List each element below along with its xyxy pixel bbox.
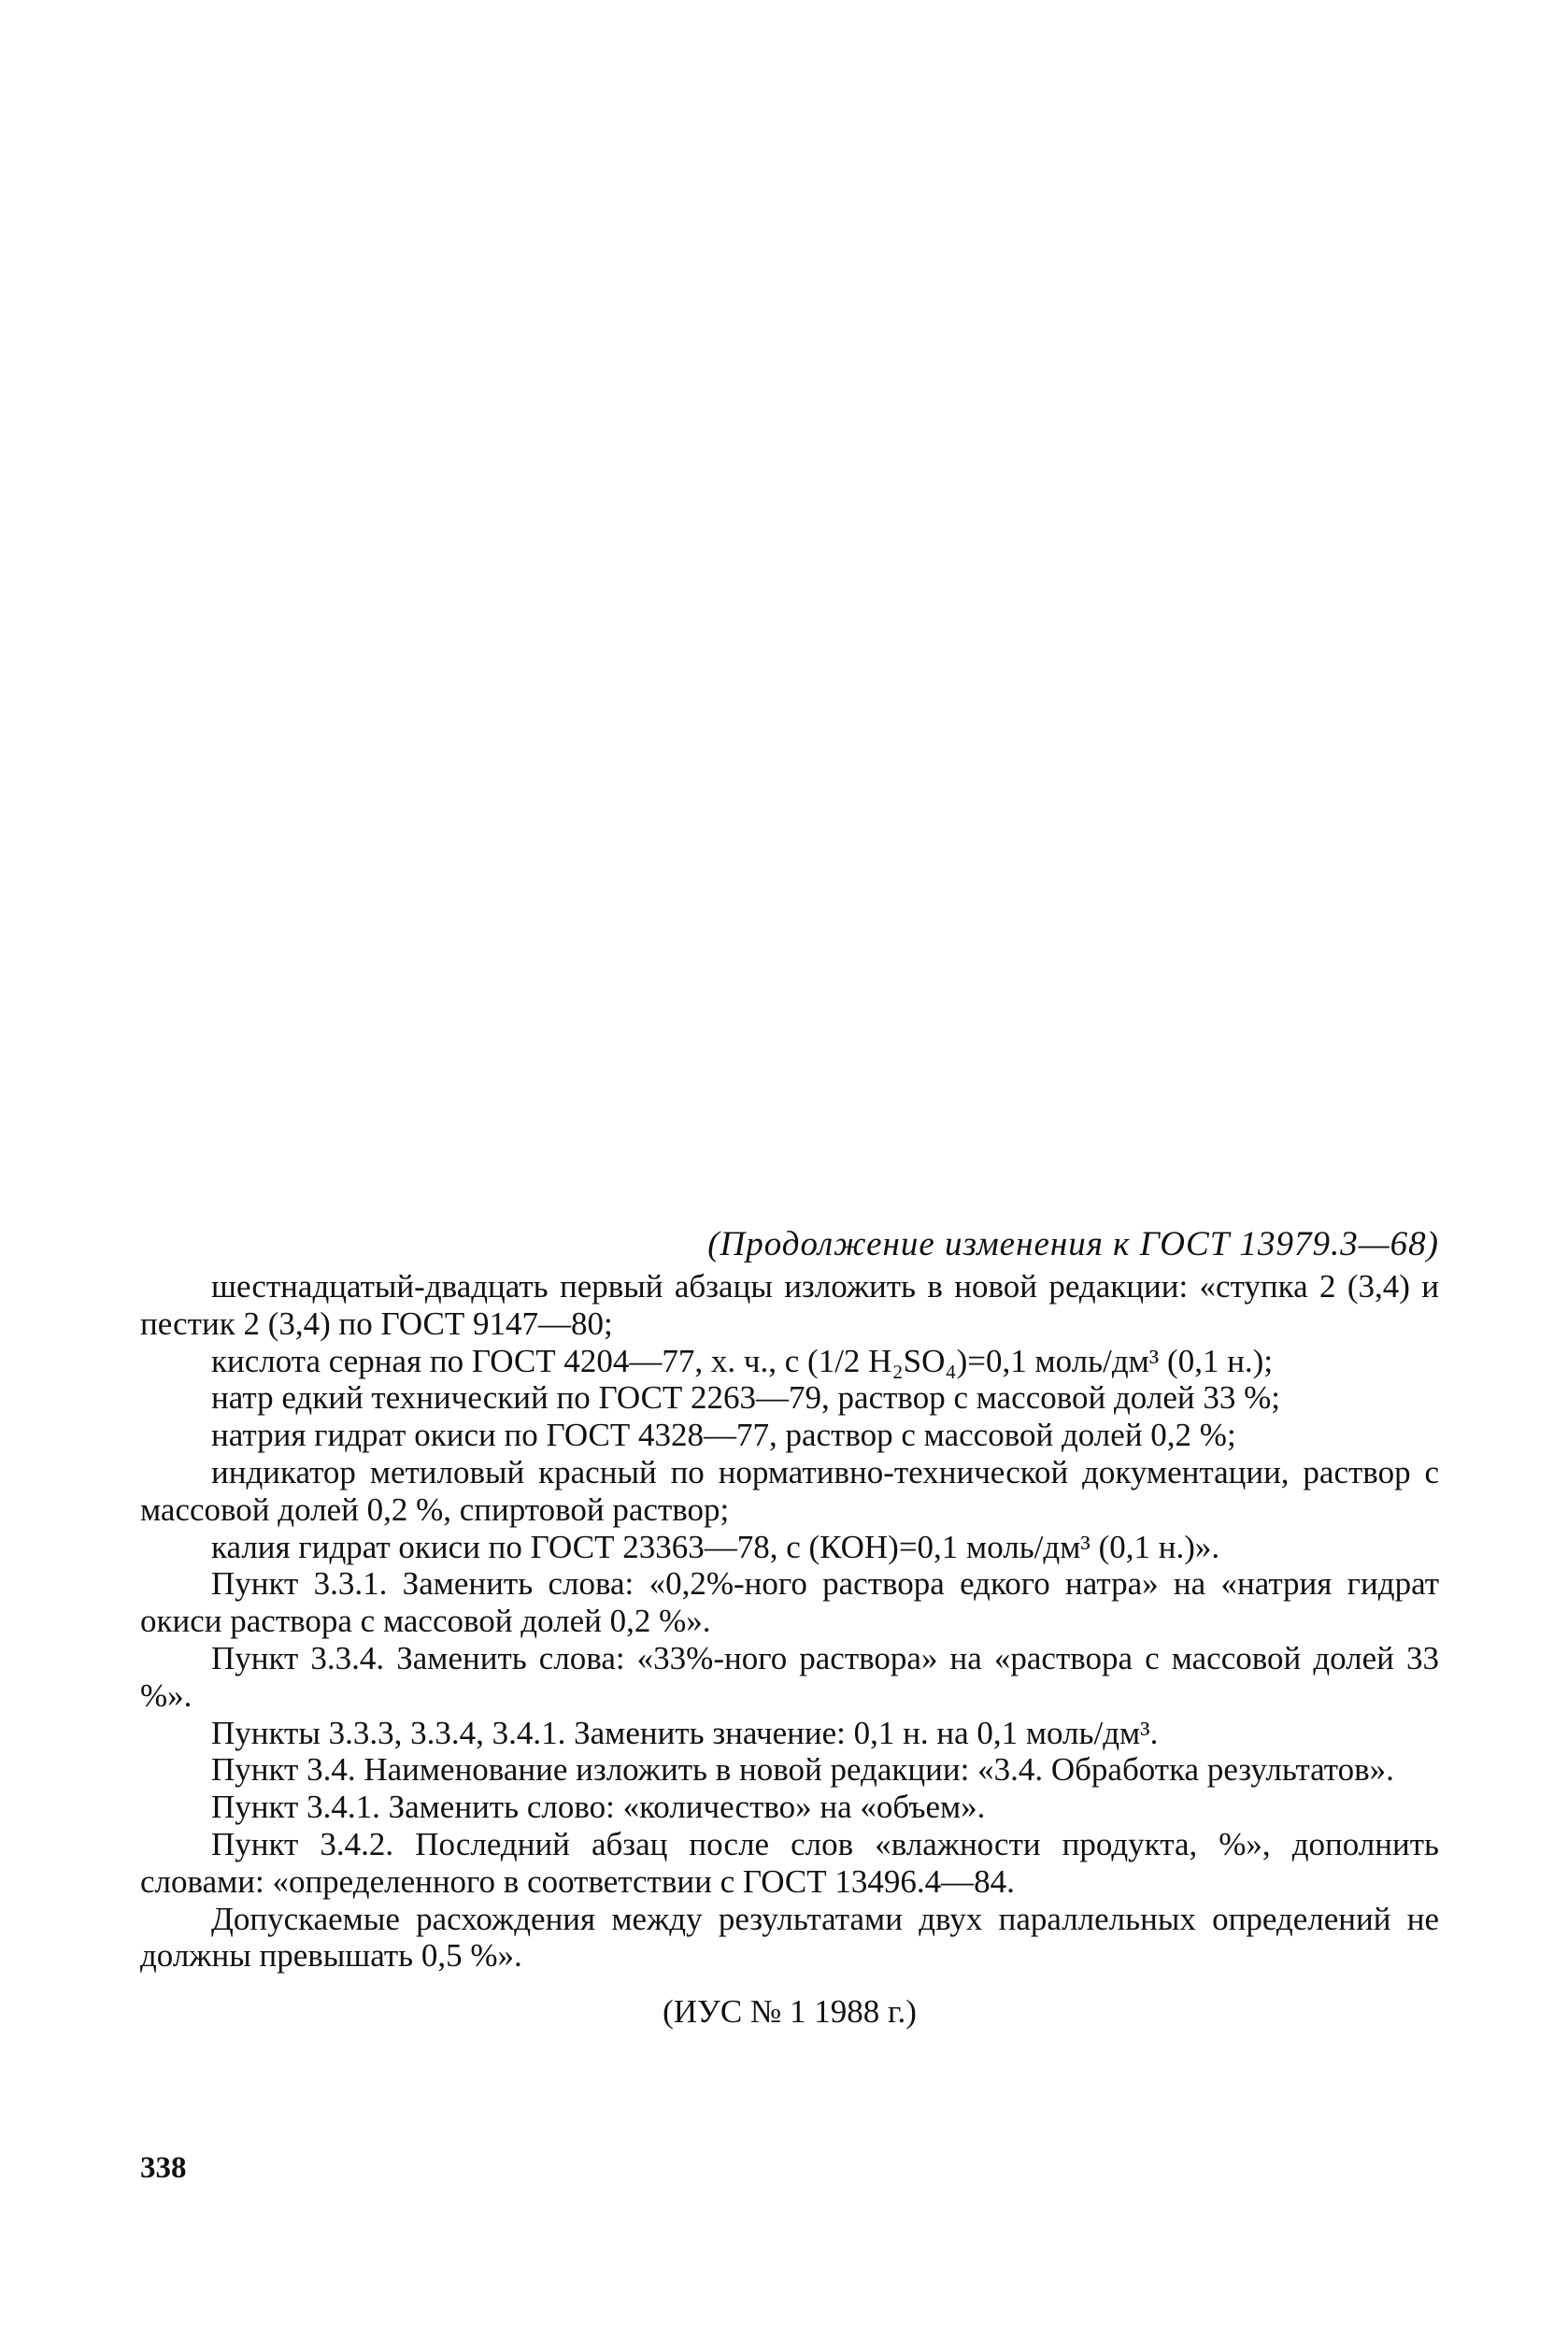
paragraph-clause-3-4-1: Пункт 3.4.1. Заменить слово: «количество» на «объем». xyxy=(211,1789,986,1826)
paragraph-clause-3-4-2: Пункт 3.4.2. Последний абзац после слов «влажности продукта, %», дополнить словами: «определенного в соответствии с ГОСТ 13496.4—84. xyxy=(140,1825,1439,1900)
ius-reference: (ИУС № 1 1988 г.) xyxy=(663,1993,917,2030)
paragraph-potassium-hydroxide: калия гидрат окиси по ГОСТ 23363—78, с (КОН)=0,1 моль/дм³ (0,1 н.)». xyxy=(211,1528,1220,1565)
paragraph-caustic-soda: натр едкий технический по ГОСТ 2263—79, раствор с массовой долей 33 %; xyxy=(211,1379,1280,1417)
paragraph-sodium-hydroxide: натрия гидрат окиси по ГОСТ 4328—77, раствор с массовой долей 0,2 %; xyxy=(211,1417,1236,1454)
paragraph-clause-3-4: Пункт 3.4. Наименование изложить в новой редакции: «3.4. Обработка результатов». xyxy=(211,1751,1394,1789)
paragraph-clauses-value-change: Пункты 3.3.3, 3.3.4, 3.4.1. Заменить значение: 0,1 н. на 0,1 моль/дм³. xyxy=(211,1714,1159,1751)
paragraph-methyl-red-indicator: индикатор метиловый красный по нормативно-технической документации, раствор с массовой долей 0,2 %, спиртовой раствор; xyxy=(140,1453,1439,1528)
paragraph-mortar-pestle: шестнадцатый-двадцать первый абзацы изложить в новой редакции: «ступка 2 (3,4) и пестик 2 (3,4) по ГОСТ 9147—80; xyxy=(140,1268,1439,1342)
continuation-header: (Продолжение изменения к ГОСТ 13979.3—68) xyxy=(707,1225,1439,1263)
page-number: 338 xyxy=(140,2151,187,2185)
amendment-body xyxy=(140,1268,1439,1975)
paragraph-sulfuric-acid: кислота серная по ГОСТ 4204—77, х. ч., с (1/2 H₂SO₄)=0,1 моль/дм³ (0,1 н.); xyxy=(211,1342,1274,1379)
paragraph-clause-3-3-1: Пункт 3.3.1. Заменить слова: «0,2%-ного раствора едкого натра» на «натрия гидрат окиси раствора с массовой долей 0,2 %». xyxy=(140,1565,1439,1640)
paragraph-clause-3-3-4: Пункт 3.3.4. Заменить слова: «33%-ного раствора» на «раствора с массовой долей 33 %». xyxy=(140,1639,1439,1714)
paragraph-tolerance: Допускаемые расхождения между результатами двух параллельных определений не должны превышать 0,5 %». xyxy=(140,1900,1439,1975)
